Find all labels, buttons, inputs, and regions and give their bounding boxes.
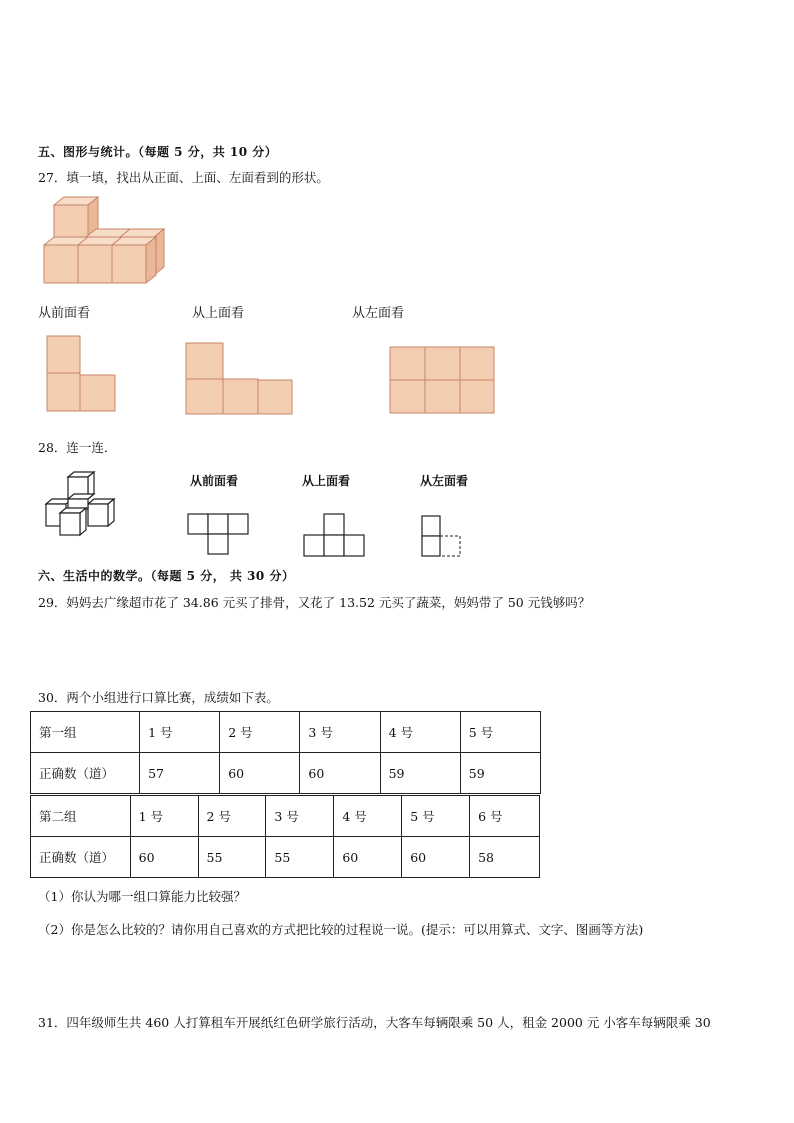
q27-top-view	[186, 343, 296, 417]
table-cell: 1 号	[130, 796, 198, 837]
question-29-text: 29．妈妈去广缘超市花了 34.86 元买了排骨，又花了 13.52 元买了蔬菜，妈妈带了 50 元钱够吗？	[38, 595, 591, 610]
table-cell: 第一组	[31, 712, 140, 753]
table-cell: 60	[300, 753, 380, 794]
table-cell: 3 号	[266, 796, 334, 837]
table-cell: 1 号	[140, 712, 220, 753]
q28-shape-l[interactable]	[420, 514, 470, 558]
question-27-text: 27．填一填，找出从正面、上面、左面看到的形状。	[38, 170, 329, 185]
table-cell: 55	[198, 837, 266, 878]
table-cell: 正确数（道）	[31, 837, 131, 878]
table-row	[31, 712, 541, 753]
table-cell: 60	[130, 837, 198, 878]
question-30-sub-1: （1）你认为哪一组口算能力比较强？	[38, 889, 246, 904]
table-cell: 正确数（道）	[31, 753, 140, 794]
group-1-table	[30, 711, 541, 794]
table-cell: 3 号	[300, 712, 380, 753]
table-cell: 4 号	[380, 712, 460, 753]
table-cell: 55	[266, 837, 334, 878]
q28-shape-t[interactable]	[188, 514, 254, 558]
table-cell: 2 号	[198, 796, 266, 837]
q28-cube-figure	[42, 470, 142, 540]
q27-front-view	[47, 336, 119, 414]
question-28-text: 28．连一连．	[38, 440, 117, 455]
table-row	[31, 796, 540, 837]
group-2-table	[30, 795, 540, 878]
q27-label-front: 从前面看	[38, 306, 91, 321]
q28-label-top: 从上面看	[302, 474, 351, 488]
q28-label-front: 从前面看	[190, 474, 239, 488]
q28-label-left: 从左面看	[420, 474, 469, 488]
section-6-title: 六、生活中的数学。（每题 5 分， 共 30 分）	[38, 569, 295, 583]
section-5-title: 五、图形与统计。（每题 5 分，共 10 分）	[38, 145, 278, 159]
table-row	[31, 753, 541, 794]
q27-cube-figure	[40, 195, 175, 290]
table-cell: 60	[220, 753, 300, 794]
question-30-text: 30．两个小组进行口算比赛，成绩如下表。	[38, 690, 279, 705]
q27-label-top: 从上面看	[192, 306, 245, 321]
table-cell: 57	[140, 753, 220, 794]
table-row	[31, 837, 540, 878]
q27-left-view	[389, 346, 499, 416]
table-cell: 60	[402, 837, 470, 878]
table-cell: 6 号	[470, 796, 540, 837]
table-cell: 59	[380, 753, 460, 794]
table-cell: 60	[334, 837, 402, 878]
question-30-sub-2: （2）你是怎么比较的？请你用自己喜欢的方式把比较的过程说一说。(提示：可以用算式、文字、图画等方法)	[38, 922, 644, 937]
table-cell: 58	[470, 837, 540, 878]
table-cell: 5 号	[402, 796, 470, 837]
table-cell: 59	[460, 753, 540, 794]
table-cell: 5 号	[460, 712, 540, 753]
question-31-text: 31．四年级师生共 460 人打算租车开展纸红色研学旅行活动，大客车每辆限乘 50 人，租金 2000 元 小客车每辆限乘 30	[38, 1015, 711, 1030]
q27-label-left: 从左面看	[352, 306, 405, 321]
table-cell: 2 号	[220, 712, 300, 753]
table-cell: 4 号	[334, 796, 402, 837]
q28-shape-inverted-t[interactable]	[304, 514, 370, 558]
table-cell: 第二组	[31, 796, 131, 837]
